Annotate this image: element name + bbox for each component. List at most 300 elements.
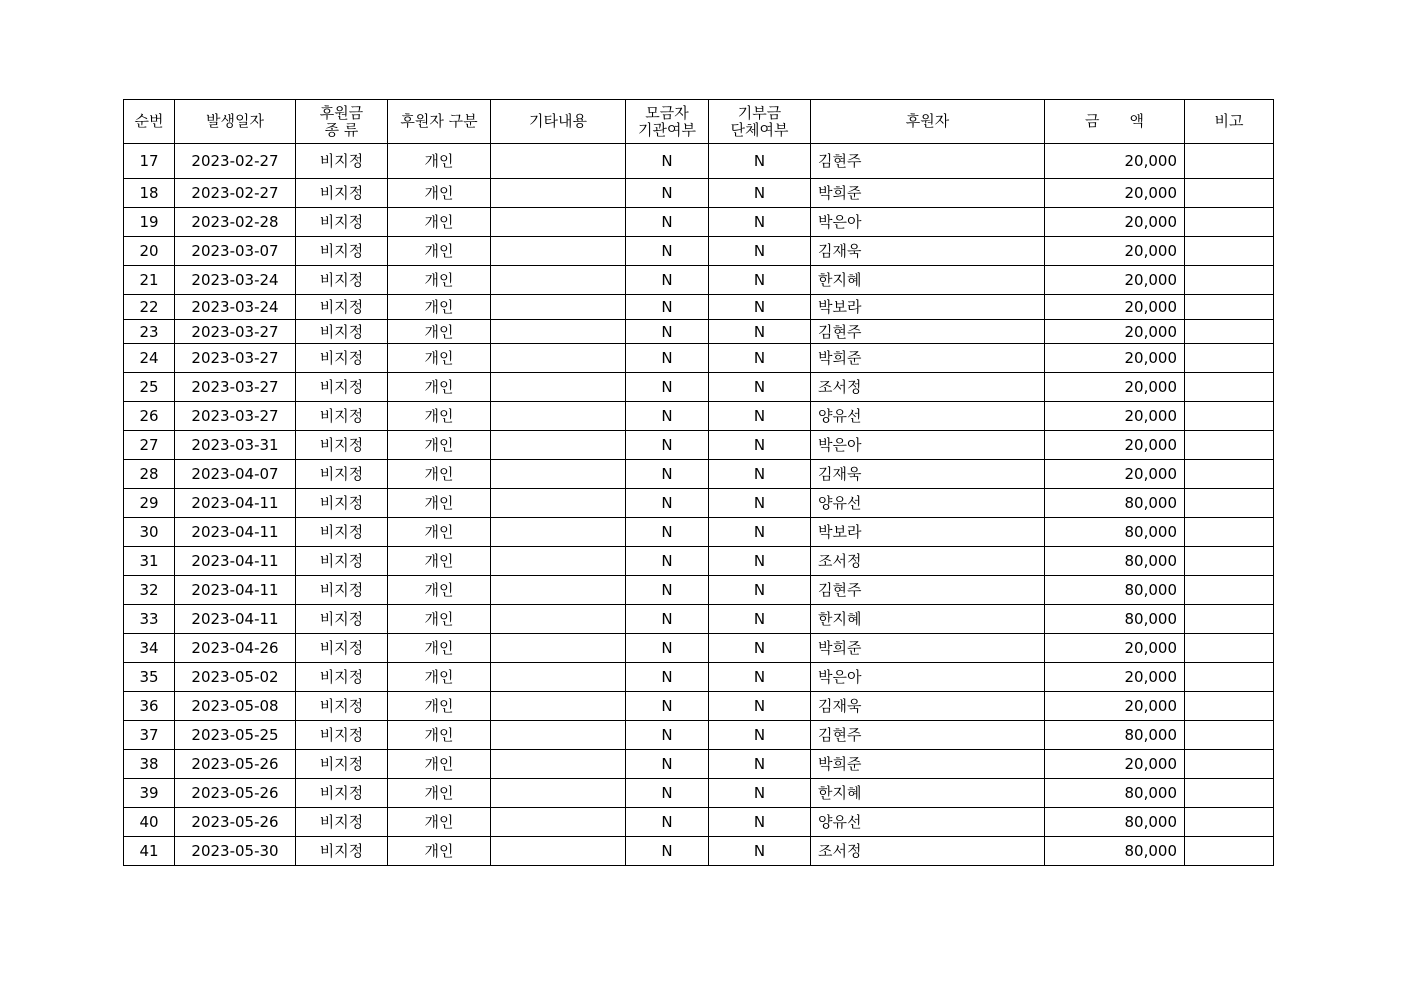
cell-sponsor-class: 개인 xyxy=(388,634,491,663)
cell-type: 비지정 xyxy=(296,837,388,866)
cell-other xyxy=(491,779,626,808)
cell-sponsor: 김재욱 xyxy=(811,460,1045,489)
header-row xyxy=(124,100,1274,144)
table-row xyxy=(124,144,1274,179)
cell-no: 26 xyxy=(124,402,175,431)
cell-type: 비지정 xyxy=(296,576,388,605)
cell-type: 비지정 xyxy=(296,144,388,179)
column-header-label: 후원금 xyxy=(319,103,364,122)
cell-other xyxy=(491,431,626,460)
cell-note xyxy=(1185,179,1274,208)
cell-date: 2023-04-11 xyxy=(175,518,296,547)
cell-type: 비지정 xyxy=(296,295,388,320)
cell-sponsor: 조서정 xyxy=(811,373,1045,402)
cell-donation-group: N xyxy=(709,605,811,634)
cell-no: 21 xyxy=(124,266,175,295)
cell-type: 비지정 xyxy=(296,692,388,721)
cell-date: 2023-03-31 xyxy=(175,431,296,460)
cell-amount: 20,000 xyxy=(1045,663,1185,692)
cell-donation-group: N xyxy=(709,373,811,402)
cell-other xyxy=(491,750,626,779)
cell-donation-group: N xyxy=(709,518,811,547)
cell-other xyxy=(491,692,626,721)
cell-sponsor: 박희준 xyxy=(811,750,1045,779)
cell-no: 20 xyxy=(124,237,175,266)
cell-fundraising-org: N xyxy=(626,808,709,837)
cell-fundraising-org: N xyxy=(626,295,709,320)
cell-sponsor-class: 개인 xyxy=(388,808,491,837)
cell-amount: 20,000 xyxy=(1045,179,1185,208)
table-body xyxy=(124,144,1274,866)
cell-sponsor-class: 개인 xyxy=(388,779,491,808)
cell-date: 2023-05-25 xyxy=(175,721,296,750)
cell-no: 36 xyxy=(124,692,175,721)
cell-sponsor: 박보라 xyxy=(811,295,1045,320)
cell-no: 32 xyxy=(124,576,175,605)
cell-sponsor: 김현주 xyxy=(811,576,1045,605)
cell-sponsor-class: 개인 xyxy=(388,431,491,460)
cell-fundraising-org: N xyxy=(626,237,709,266)
cell-fundraising-org: N xyxy=(626,605,709,634)
cell-type: 비지정 xyxy=(296,547,388,576)
cell-no: 18 xyxy=(124,179,175,208)
cell-date: 2023-03-24 xyxy=(175,295,296,320)
cell-fundraising-org: N xyxy=(626,779,709,808)
cell-fundraising-org: N xyxy=(626,634,709,663)
cell-other xyxy=(491,721,626,750)
cell-note xyxy=(1185,266,1274,295)
cell-sponsor-class: 개인 xyxy=(388,721,491,750)
cell-sponsor: 박희준 xyxy=(811,344,1045,373)
cell-donation-group: N xyxy=(709,431,811,460)
column-header-label: 단체여부 xyxy=(730,120,789,139)
cell-amount: 20,000 xyxy=(1045,344,1185,373)
cell-donation-group: N xyxy=(709,489,811,518)
cell-no: 22 xyxy=(124,295,175,320)
cell-amount: 80,000 xyxy=(1045,837,1185,866)
cell-sponsor-class: 개인 xyxy=(388,576,491,605)
cell-note xyxy=(1185,837,1274,866)
cell-fundraising-org: N xyxy=(626,179,709,208)
cell-type: 비지정 xyxy=(296,431,388,460)
cell-other xyxy=(491,179,626,208)
cell-date: 2023-04-11 xyxy=(175,576,296,605)
cell-note xyxy=(1185,208,1274,237)
table-row xyxy=(124,634,1274,663)
cell-note xyxy=(1185,344,1274,373)
cell-other xyxy=(491,237,626,266)
cell-date: 2023-02-28 xyxy=(175,208,296,237)
cell-donation-group: N xyxy=(709,344,811,373)
cell-amount: 20,000 xyxy=(1045,634,1185,663)
cell-amount: 80,000 xyxy=(1045,779,1185,808)
cell-sponsor-class: 개인 xyxy=(388,320,491,344)
cell-type: 비지정 xyxy=(296,320,388,344)
cell-sponsor-class: 개인 xyxy=(388,837,491,866)
column-header-note xyxy=(1185,100,1274,144)
table-row xyxy=(124,837,1274,866)
cell-type: 비지정 xyxy=(296,750,388,779)
cell-amount: 80,000 xyxy=(1045,489,1185,518)
cell-other xyxy=(491,320,626,344)
cell-type: 비지정 xyxy=(296,605,388,634)
cell-sponsor-class: 개인 xyxy=(388,266,491,295)
cell-type: 비지정 xyxy=(296,266,388,295)
cell-date: 2023-02-27 xyxy=(175,179,296,208)
table-row xyxy=(124,808,1274,837)
cell-date: 2023-04-11 xyxy=(175,547,296,576)
cell-amount: 20,000 xyxy=(1045,295,1185,320)
cell-sponsor-class: 개인 xyxy=(388,344,491,373)
table-row xyxy=(124,750,1274,779)
cell-type: 비지정 xyxy=(296,779,388,808)
cell-type: 비지정 xyxy=(296,344,388,373)
cell-fundraising-org: N xyxy=(626,518,709,547)
table-row xyxy=(124,663,1274,692)
cell-donation-group: N xyxy=(709,837,811,866)
table-row xyxy=(124,692,1274,721)
cell-note xyxy=(1185,547,1274,576)
cell-fundraising-org: N xyxy=(626,402,709,431)
table-row xyxy=(124,266,1274,295)
cell-type: 비지정 xyxy=(296,460,388,489)
cell-sponsor: 조서정 xyxy=(811,547,1045,576)
cell-type: 비지정 xyxy=(296,489,388,518)
column-header-type xyxy=(296,100,388,144)
cell-fundraising-org: N xyxy=(626,692,709,721)
column-header-label: 순번 xyxy=(134,112,164,130)
cell-type: 비지정 xyxy=(296,402,388,431)
cell-sponsor: 박희준 xyxy=(811,634,1045,663)
cell-fundraising-org: N xyxy=(626,144,709,179)
cell-sponsor: 박은아 xyxy=(811,208,1045,237)
cell-other xyxy=(491,547,626,576)
table-row xyxy=(124,431,1274,460)
cell-fundraising-org: N xyxy=(626,344,709,373)
column-header-label: 후원자 구분 xyxy=(400,112,478,130)
cell-other xyxy=(491,266,626,295)
cell-other xyxy=(491,605,626,634)
cell-other xyxy=(491,663,626,692)
column-header-label: 후원자 xyxy=(905,112,950,130)
cell-date: 2023-05-26 xyxy=(175,808,296,837)
table-row xyxy=(124,179,1274,208)
cell-amount: 80,000 xyxy=(1045,576,1185,605)
cell-other xyxy=(491,576,626,605)
cell-no: 30 xyxy=(124,518,175,547)
cell-other xyxy=(491,518,626,547)
cell-amount: 80,000 xyxy=(1045,721,1185,750)
cell-note xyxy=(1185,489,1274,518)
cell-type: 비지정 xyxy=(296,208,388,237)
cell-note xyxy=(1185,605,1274,634)
cell-note xyxy=(1185,663,1274,692)
cell-other xyxy=(491,144,626,179)
cell-amount: 20,000 xyxy=(1045,373,1185,402)
cell-no: 17 xyxy=(124,144,175,179)
cell-other xyxy=(491,634,626,663)
cell-amount: 20,000 xyxy=(1045,144,1185,179)
cell-sponsor-class: 개인 xyxy=(388,460,491,489)
cell-fundraising-org: N xyxy=(626,837,709,866)
cell-sponsor: 한지혜 xyxy=(811,779,1045,808)
table-row xyxy=(124,344,1274,373)
cell-note xyxy=(1185,518,1274,547)
cell-donation-group: N xyxy=(709,237,811,266)
cell-amount: 20,000 xyxy=(1045,266,1185,295)
cell-date: 2023-02-27 xyxy=(175,144,296,179)
cell-type: 비지정 xyxy=(296,237,388,266)
cell-no: 39 xyxy=(124,779,175,808)
column-header-label: 금 액 xyxy=(1085,112,1144,130)
cell-fundraising-org: N xyxy=(626,663,709,692)
cell-donation-group: N xyxy=(709,266,811,295)
cell-no: 38 xyxy=(124,750,175,779)
cell-sponsor: 박은아 xyxy=(811,431,1045,460)
table-row xyxy=(124,208,1274,237)
table-row xyxy=(124,460,1274,489)
column-header-label: 기부금 xyxy=(737,103,782,122)
cell-other xyxy=(491,295,626,320)
cell-no: 24 xyxy=(124,344,175,373)
cell-note xyxy=(1185,750,1274,779)
cell-sponsor-class: 개인 xyxy=(388,237,491,266)
cell-sponsor: 김현주 xyxy=(811,320,1045,344)
cell-donation-group: N xyxy=(709,295,811,320)
column-header-date xyxy=(175,100,296,144)
table-row xyxy=(124,721,1274,750)
cell-sponsor: 양유선 xyxy=(811,808,1045,837)
cell-type: 비지정 xyxy=(296,663,388,692)
cell-type: 비지정 xyxy=(296,634,388,663)
cell-date: 2023-03-24 xyxy=(175,266,296,295)
cell-other xyxy=(491,808,626,837)
cell-donation-group: N xyxy=(709,547,811,576)
table-row xyxy=(124,489,1274,518)
cell-no: 35 xyxy=(124,663,175,692)
cell-note xyxy=(1185,144,1274,179)
cell-amount: 20,000 xyxy=(1045,208,1185,237)
cell-date: 2023-04-26 xyxy=(175,634,296,663)
cell-sponsor: 조서정 xyxy=(811,837,1045,866)
cell-no: 28 xyxy=(124,460,175,489)
cell-sponsor: 김현주 xyxy=(811,721,1045,750)
cell-donation-group: N xyxy=(709,144,811,179)
cell-sponsor: 박보라 xyxy=(811,518,1045,547)
cell-amount: 20,000 xyxy=(1045,460,1185,489)
table-row xyxy=(124,237,1274,266)
cell-date: 2023-05-08 xyxy=(175,692,296,721)
cell-donation-group: N xyxy=(709,634,811,663)
table-row xyxy=(124,402,1274,431)
cell-date: 2023-05-26 xyxy=(175,779,296,808)
cell-note xyxy=(1185,779,1274,808)
cell-sponsor-class: 개인 xyxy=(388,692,491,721)
cell-date: 2023-05-02 xyxy=(175,663,296,692)
cell-note xyxy=(1185,237,1274,266)
cell-date: 2023-04-07 xyxy=(175,460,296,489)
cell-donation-group: N xyxy=(709,808,811,837)
column-header-label: 모금자 xyxy=(645,103,689,122)
table-row xyxy=(124,605,1274,634)
cell-fundraising-org: N xyxy=(626,721,709,750)
cell-date: 2023-05-30 xyxy=(175,837,296,866)
cell-sponsor-class: 개인 xyxy=(388,402,491,431)
cell-donation-group: N xyxy=(709,576,811,605)
cell-sponsor: 양유선 xyxy=(811,402,1045,431)
cell-fundraising-org: N xyxy=(626,431,709,460)
cell-amount: 20,000 xyxy=(1045,431,1185,460)
table-row xyxy=(124,547,1274,576)
column-header-donation-group xyxy=(709,100,811,144)
table-row xyxy=(124,373,1274,402)
cell-note xyxy=(1185,373,1274,402)
cell-type: 비지정 xyxy=(296,808,388,837)
cell-sponsor-class: 개인 xyxy=(388,295,491,320)
cell-date: 2023-03-27 xyxy=(175,344,296,373)
cell-date: 2023-04-11 xyxy=(175,489,296,518)
cell-fundraising-org: N xyxy=(626,320,709,344)
column-header-label: 기관여부 xyxy=(638,120,696,139)
cell-other xyxy=(491,208,626,237)
cell-note xyxy=(1185,402,1274,431)
column-header-no xyxy=(124,100,175,144)
cell-amount: 20,000 xyxy=(1045,402,1185,431)
cell-other xyxy=(491,460,626,489)
cell-no: 27 xyxy=(124,431,175,460)
column-header-label: 기타내용 xyxy=(529,112,587,130)
cell-fundraising-org: N xyxy=(626,576,709,605)
cell-sponsor-class: 개인 xyxy=(388,373,491,402)
cell-donation-group: N xyxy=(709,750,811,779)
cell-no: 34 xyxy=(124,634,175,663)
cell-amount: 20,000 xyxy=(1045,237,1185,266)
cell-type: 비지정 xyxy=(296,373,388,402)
cell-date: 2023-03-07 xyxy=(175,237,296,266)
column-header-fundraising-org xyxy=(626,100,709,144)
cell-sponsor: 한지혜 xyxy=(811,266,1045,295)
cell-fundraising-org: N xyxy=(626,208,709,237)
cell-no: 37 xyxy=(124,721,175,750)
cell-note xyxy=(1185,634,1274,663)
cell-type: 비지정 xyxy=(296,721,388,750)
cell-note xyxy=(1185,320,1274,344)
cell-sponsor-class: 개인 xyxy=(388,518,491,547)
cell-sponsor-class: 개인 xyxy=(388,750,491,779)
cell-sponsor-class: 개인 xyxy=(388,663,491,692)
cell-type: 비지정 xyxy=(296,179,388,208)
table-header xyxy=(124,100,1274,144)
column-header-label: 종 류 xyxy=(324,120,359,139)
cell-other xyxy=(491,489,626,518)
cell-sponsor: 김재욱 xyxy=(811,237,1045,266)
cell-fundraising-org: N xyxy=(626,373,709,402)
cell-sponsor-class: 개인 xyxy=(388,605,491,634)
cell-amount: 20,000 xyxy=(1045,320,1185,344)
cell-no: 25 xyxy=(124,373,175,402)
cell-date: 2023-04-11 xyxy=(175,605,296,634)
cell-amount: 20,000 xyxy=(1045,692,1185,721)
cell-amount: 80,000 xyxy=(1045,808,1185,837)
cell-other xyxy=(491,344,626,373)
cell-sponsor-class: 개인 xyxy=(388,144,491,179)
table-row xyxy=(124,518,1274,547)
table-row xyxy=(124,779,1274,808)
cell-sponsor: 김현주 xyxy=(811,144,1045,179)
column-header-label: 발생일자 xyxy=(206,112,264,130)
cell-note xyxy=(1185,295,1274,320)
cell-note xyxy=(1185,808,1274,837)
cell-date: 2023-03-27 xyxy=(175,320,296,344)
cell-other xyxy=(491,837,626,866)
column-header-sponsor-class xyxy=(388,100,491,144)
cell-fundraising-org: N xyxy=(626,547,709,576)
cell-donation-group: N xyxy=(709,721,811,750)
cell-sponsor-class: 개인 xyxy=(388,489,491,518)
cell-note xyxy=(1185,692,1274,721)
cell-donation-group: N xyxy=(709,779,811,808)
column-header-other xyxy=(491,100,626,144)
table-row xyxy=(124,320,1274,344)
cell-fundraising-org: N xyxy=(626,460,709,489)
cell-sponsor: 양유선 xyxy=(811,489,1045,518)
column-header-label: 비고 xyxy=(1214,112,1244,130)
cell-amount: 20,000 xyxy=(1045,750,1185,779)
cell-no: 31 xyxy=(124,547,175,576)
cell-type: 비지정 xyxy=(296,518,388,547)
cell-note xyxy=(1185,460,1274,489)
cell-donation-group: N xyxy=(709,663,811,692)
column-header-amount xyxy=(1045,100,1185,144)
table-row xyxy=(124,576,1274,605)
cell-other xyxy=(491,373,626,402)
cell-date: 2023-03-27 xyxy=(175,373,296,402)
cell-sponsor: 박은아 xyxy=(811,663,1045,692)
cell-sponsor-class: 개인 xyxy=(388,547,491,576)
cell-no: 40 xyxy=(124,808,175,837)
cell-note xyxy=(1185,721,1274,750)
cell-donation-group: N xyxy=(709,402,811,431)
cell-no: 19 xyxy=(124,208,175,237)
cell-donation-group: N xyxy=(709,692,811,721)
cell-fundraising-org: N xyxy=(626,266,709,295)
cell-fundraising-org: N xyxy=(626,750,709,779)
cell-sponsor: 김재욱 xyxy=(811,692,1045,721)
cell-fundraising-org: N xyxy=(626,489,709,518)
column-header-sponsor xyxy=(811,100,1045,144)
cell-donation-group: N xyxy=(709,460,811,489)
cell-donation-group: N xyxy=(709,179,811,208)
table-row xyxy=(124,295,1274,320)
cell-no: 23 xyxy=(124,320,175,344)
cell-sponsor-class: 개인 xyxy=(388,208,491,237)
cell-note xyxy=(1185,431,1274,460)
cell-other xyxy=(491,402,626,431)
cell-sponsor-class: 개인 xyxy=(388,179,491,208)
cell-note xyxy=(1185,576,1274,605)
cell-date: 2023-03-27 xyxy=(175,402,296,431)
cell-donation-group: N xyxy=(709,208,811,237)
cell-amount: 80,000 xyxy=(1045,605,1185,634)
cell-donation-group: N xyxy=(709,320,811,344)
cell-sponsor: 박희준 xyxy=(811,179,1045,208)
cell-no: 29 xyxy=(124,489,175,518)
cell-no: 41 xyxy=(124,837,175,866)
cell-no: 33 xyxy=(124,605,175,634)
donation-ledger-table xyxy=(123,99,1274,866)
cell-amount: 80,000 xyxy=(1045,547,1185,576)
cell-sponsor: 한지혜 xyxy=(811,605,1045,634)
